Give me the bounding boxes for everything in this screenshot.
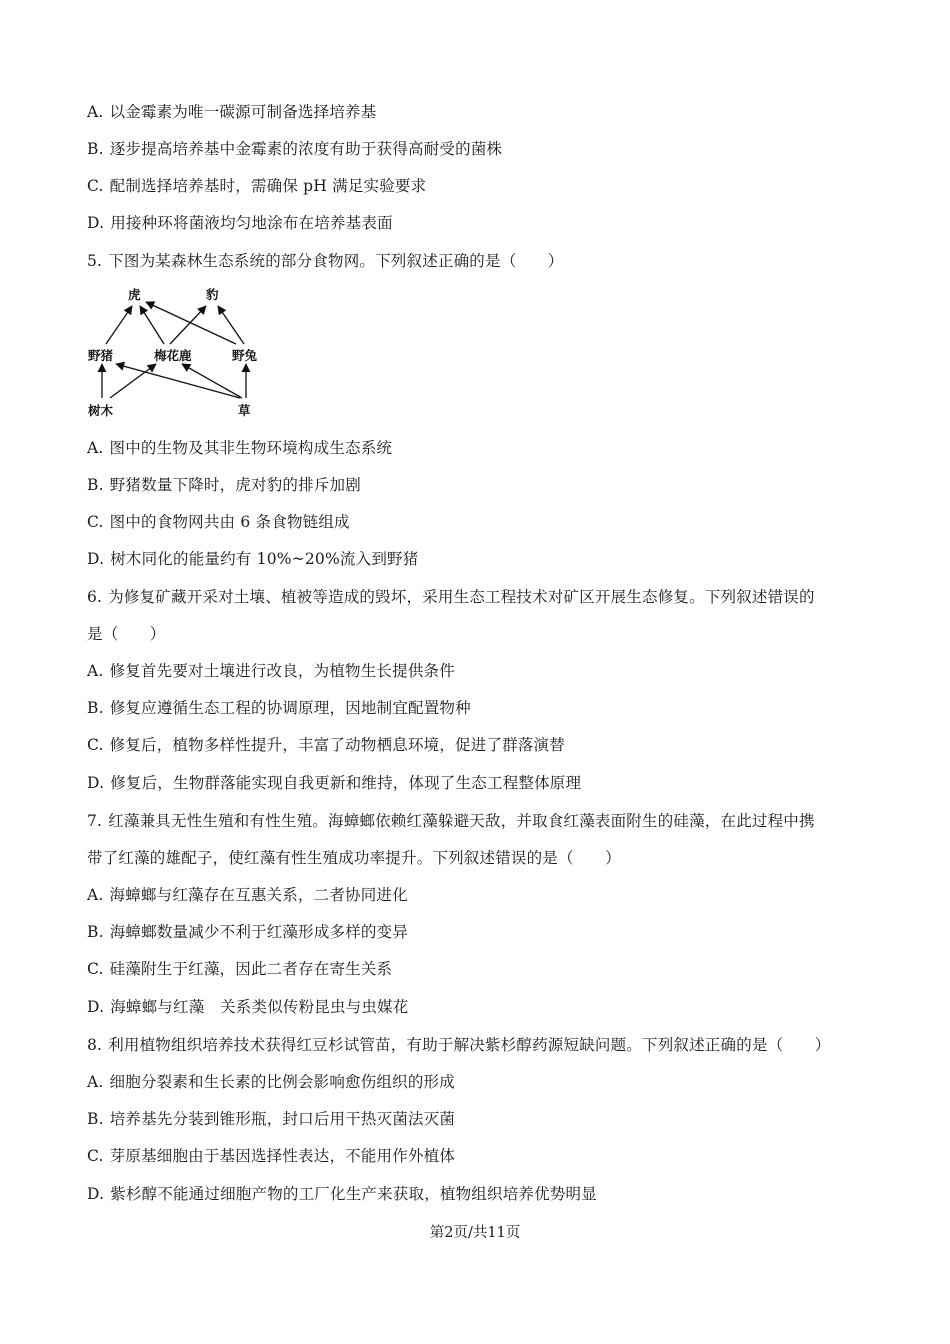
q8-option-c <box>87 1146 455 1166</box>
option-letter: A. <box>87 103 104 121</box>
q7-option-b <box>87 922 408 942</box>
q8-option-b <box>87 1109 455 1129</box>
option-letter: B. <box>87 923 104 941</box>
option-text: 用接种环将菌液均匀地涂布在培养基表面 <box>110 214 393 232</box>
node-tiger: 虎 <box>128 287 141 302</box>
q6-option-b <box>87 698 471 718</box>
option-letter: A. <box>87 662 104 680</box>
option-text: 图中的食物网共由 6 条食物链组成 <box>109 513 350 531</box>
option-letter: B. <box>87 476 104 494</box>
q7-option-a <box>87 885 408 905</box>
option-letter: C. <box>87 1147 104 1165</box>
node-deer: 梅花鹿 <box>154 348 192 363</box>
q4-option-b <box>87 139 502 159</box>
food-web-diagram <box>86 284 266 424</box>
q5-option-d <box>87 549 418 569</box>
arrow-boar-to-tiger <box>106 306 132 344</box>
q6-option-c <box>87 735 565 755</box>
question-number: 8. <box>87 1036 103 1054</box>
option-letter: C. <box>87 736 104 754</box>
node-boar: 野猪 <box>88 348 114 363</box>
option-text: 配制选择培养基时，需确保 pH 满足实验要求 <box>109 177 427 195</box>
option-text: 修复首先要对土壤进行改良，为植物生长提供条件 <box>109 662 455 680</box>
question-text: 红藻兼具无性生殖和有性生殖。海蟑螂依赖红藻躲避天敌，并取食红藻表面附生的硅藻，在此过程中携 <box>108 812 815 830</box>
q6-option-d <box>87 773 581 793</box>
question-number: 7. <box>87 812 103 830</box>
arrow-deer-to-leopard <box>170 306 206 344</box>
option-letter: D. <box>87 550 105 568</box>
question-text: 下图为某森林生态系统的部分食物网。下列叙述正确的是（ ） <box>108 252 564 270</box>
q4-option-c <box>87 176 426 196</box>
option-text: 培养基先分装到锥形瓶，封口后用干热灭菌法灭菌 <box>109 1110 456 1128</box>
node-tree: 树木 <box>88 403 114 418</box>
option-text: 芽原基细胞由于基因选择性表达，不能用作外植体 <box>109 1147 456 1165</box>
q5-option-c <box>87 512 350 532</box>
q8-option-a <box>87 1072 455 1092</box>
node-hare: 野兔 <box>232 348 258 363</box>
question-text: 为修复矿藏开采对土壤、植被等造成的毁坏，采用生态工程技术对矿区开展生态修复。下列叙述错误的 <box>108 588 815 606</box>
question-number: 6. <box>87 588 103 606</box>
q6-stem-line-1 <box>87 587 815 607</box>
option-text: 修复后，生物群落能实现自我更新和维持，体现了生态工程整体原理 <box>110 774 582 792</box>
arrow-hare-to-leopard <box>218 306 244 344</box>
option-letter: B. <box>87 699 104 717</box>
option-text: 海蟑螂与红藻存在互惠关系，二者协同进化 <box>109 886 408 904</box>
q7-stem-line-1 <box>87 811 815 831</box>
option-text: 修复应遵循生态工程的协调原理，因地制宜配置物种 <box>109 699 471 717</box>
option-letter: D. <box>87 998 105 1016</box>
option-letter: A. <box>87 886 104 904</box>
q7-option-c <box>87 959 392 979</box>
q5-stem <box>87 251 564 271</box>
q8-stem <box>87 1035 830 1055</box>
question-text: 带了红藻的雄配子，使红藻有性生殖成功率提升。下列叙述错误的是（ ） <box>87 849 621 867</box>
q8-option-d <box>87 1184 597 1204</box>
option-letter: D. <box>87 1185 105 1203</box>
question-text: 利用植物组织培养技术获得红豆杉试管苗，有助于解决紫杉醇药源短缺问题。下列叙述正确的是（ ） <box>108 1036 831 1054</box>
option-text: 树木同化的能量约有 10%~20%流入到野猪 <box>110 550 419 568</box>
option-text: 图中的生物及其非生物环境构成生态系统 <box>109 439 393 457</box>
q5-option-b <box>87 475 361 495</box>
q5-option-a <box>87 438 392 458</box>
question-number: 5. <box>87 252 103 270</box>
q6-stem-line-2 <box>87 624 166 644</box>
option-text: 野猪数量下降时，虎对豹的排斥加剧 <box>109 476 361 494</box>
q7-option-d <box>87 997 409 1017</box>
page-footer: 第2页/共11页 <box>429 1225 521 1241</box>
option-letter: C. <box>87 513 104 531</box>
arrow-grass-to-deer <box>182 364 242 398</box>
option-letter: A. <box>87 1073 104 1091</box>
option-letter: C. <box>87 177 104 195</box>
node-leopard: 豹 <box>206 287 219 302</box>
option-text: 海蟑螂与红藻 关系类似传粉昆虫与虫媒花 <box>110 998 409 1016</box>
option-text: 硅藻附生于红藻，因此二者存在寄生关系 <box>109 960 393 978</box>
node-grass: 草 <box>238 403 251 418</box>
q4-option-a <box>87 102 376 122</box>
option-letter: D. <box>87 214 105 232</box>
option-letter: B. <box>87 140 104 158</box>
question-text: 是（ ） <box>87 625 166 643</box>
option-text: 修复后，植物多样性提升，丰富了动物栖息环境，促进了群落演替 <box>109 736 565 754</box>
arrow-grass-to-boar <box>116 364 240 398</box>
option-letter: C. <box>87 960 104 978</box>
option-text: 紫杉醇不能通过细胞产物的工厂化生产来获取，植物组织培养优势明显 <box>110 1185 597 1203</box>
q4-option-d <box>87 213 393 233</box>
arrow-deer-to-tiger <box>140 306 164 344</box>
option-text: 海蟑螂数量减少不利于红藻形成多样的变异 <box>109 923 409 941</box>
q6-option-a <box>87 661 455 681</box>
q7-stem-line-2 <box>87 848 621 868</box>
option-text: 以金霉素为唯一碳源可制备选择培养基 <box>109 103 377 121</box>
option-letter: D. <box>87 774 105 792</box>
option-text: 逐步提高培养基中金霉素的浓度有助于获得高耐受的菌株 <box>109 140 503 158</box>
option-letter: B. <box>87 1110 104 1128</box>
option-text: 细胞分裂素和生长素的比例会影响愈伤组织的形成 <box>109 1073 455 1091</box>
option-letter: A. <box>87 439 104 457</box>
